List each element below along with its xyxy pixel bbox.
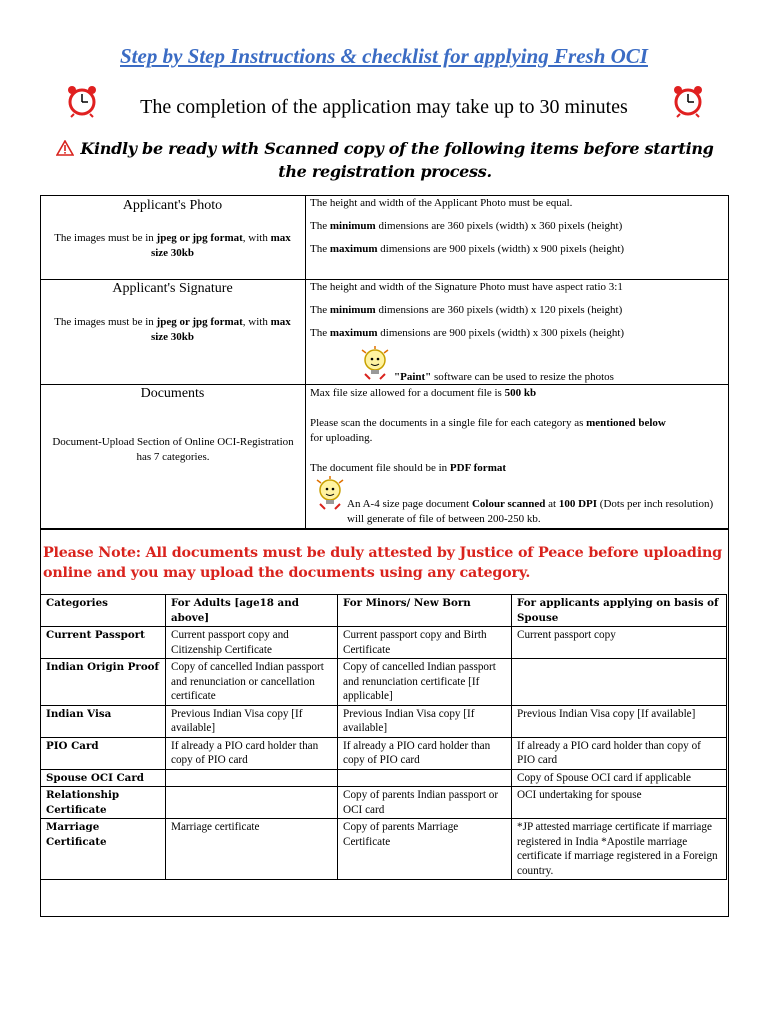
signature-format-desc: The images must be in jpeg or jpg format, with max size 30kb bbox=[54, 316, 291, 343]
table-row bbox=[41, 787, 727, 819]
documents-heading: Documents bbox=[140, 386, 205, 401]
subtitle: The completion of the application may take up to 30 minutes bbox=[140, 96, 628, 118]
signature-heading: Applicant's Signature bbox=[112, 281, 233, 296]
table-cell: Copy of Spouse OCI card if applicable bbox=[512, 769, 727, 787]
table-header: For Adults [age18 and above] bbox=[166, 595, 338, 627]
table-cell: Current passport copy and Birth Certificate bbox=[338, 627, 512, 659]
table-cell bbox=[166, 787, 338, 819]
table-row bbox=[41, 737, 727, 769]
table-row bbox=[41, 819, 727, 880]
table-row bbox=[41, 769, 727, 787]
table-cell: Indian Visa bbox=[41, 705, 166, 737]
table-cell: Marriage certificate bbox=[166, 819, 338, 880]
table-cell: Previous Indian Visa copy [If available] bbox=[338, 705, 512, 737]
categories-table bbox=[40, 594, 727, 880]
table-header: For applicants applying on basis of Spouse bbox=[512, 595, 727, 627]
table-cell bbox=[338, 769, 512, 787]
photo-heading: Applicant's Photo bbox=[122, 198, 223, 213]
photo-format-desc: The images must be in jpeg or jpg format, with max size 30kb bbox=[54, 232, 291, 259]
warning-text bbox=[40, 137, 730, 183]
table-cell: *JP attested marriage certificate if marriage registered in India *Apostile marriage certificate if marriage registered in a Foreign country. bbox=[512, 819, 727, 880]
table-cell: Copy of cancelled Indian passport and renunciation certificate [If applicable] bbox=[338, 659, 512, 706]
table-cell: PIO Card bbox=[41, 737, 166, 769]
table-cell: Current passport copy bbox=[512, 627, 727, 659]
documents-rule-1: Max file size allowed for a document file is 500 kb bbox=[310, 387, 537, 399]
documents-rule-2: Please scan the documents in a single file for each category as mentioned below for uploading. bbox=[310, 417, 666, 444]
signature-rule-2: The minimum dimensions are 360 pixels (width) x 120 pixels (height) bbox=[310, 304, 623, 316]
table-cell: If already a PIO card holder than copy of PIO card bbox=[166, 737, 338, 769]
table-row bbox=[41, 627, 727, 659]
alarm-clock-icon bbox=[672, 84, 704, 118]
table-cell: Copy of cancelled Indian passport and renunciation or cancellation certificate bbox=[166, 659, 338, 706]
photo-rule-3: The maximum dimensions are 900 pixels (width) x 900 pixels (height) bbox=[310, 243, 625, 255]
table-cell: Copy of parents Indian passport or OCI card bbox=[338, 787, 512, 819]
table-header: Categories bbox=[41, 595, 166, 627]
table-cell bbox=[512, 659, 727, 706]
warning-message: Kindly be ready with Scanned copy of the following items before starting the registration process. bbox=[80, 139, 714, 181]
table-cell: Spouse OCI Card bbox=[41, 769, 166, 787]
page-title: Step by Step Instructions & checklist for applying Fresh OCI bbox=[120, 44, 648, 68]
documents-tip: An A-4 size page document Colour scanned at 100 DPI (Dots per inch resolution) will generate of file of between 200-250 kb. bbox=[347, 498, 714, 525]
table-cell: Previous Indian Visa copy [If available] bbox=[166, 705, 338, 737]
table-header-row bbox=[41, 595, 727, 627]
warning-triangle-icon bbox=[56, 140, 74, 156]
table-cell: Previous Indian Visa copy [If available] bbox=[512, 705, 727, 737]
table-cell: Copy of parents Marriage Certificate bbox=[338, 819, 512, 880]
table-row bbox=[41, 705, 727, 737]
photo-rule-2: The minimum dimensions are 360 pixels (width) x 360 pixels (height) bbox=[310, 220, 623, 232]
table-cell: Current Passport bbox=[41, 627, 166, 659]
lightbulb-tip-icon bbox=[315, 476, 345, 512]
table-cell: OCI undertaking for spouse bbox=[512, 787, 727, 819]
table-cell: Current passport copy and Citizenship Certificate bbox=[166, 627, 338, 659]
table-cell: Relationship Certificate bbox=[41, 787, 166, 819]
signature-tip: "Paint" software can be used to resize the photos bbox=[394, 371, 614, 383]
table-row bbox=[41, 659, 727, 706]
table-cell: If already a PIO card holder than copy of PIO card bbox=[338, 737, 512, 769]
table-cell: Marriage Certificate bbox=[41, 819, 166, 880]
documents-desc: Document-Upload Section of Online OCI-Registration has 7 categories. bbox=[52, 436, 294, 463]
table-cell bbox=[166, 769, 338, 787]
table-cell: Indian Origin Proof bbox=[41, 659, 166, 706]
signature-rule-3: The maximum dimensions are 900 pixels (width) x 300 pixels (height) bbox=[310, 327, 625, 339]
signature-rule-1: The height and width of the Signature Photo must have aspect ratio 3:1 bbox=[310, 281, 623, 293]
table-cell: If already a PIO card holder than copy of PIO card bbox=[512, 737, 727, 769]
lightbulb-tip-icon bbox=[360, 346, 390, 382]
documents-rule-3: The document file should be in PDF format bbox=[310, 462, 507, 474]
photo-rule-1: The height and width of the Applicant Photo must be equal. bbox=[310, 197, 573, 209]
attestation-note: Please Note: All documents must be duly attested by Justice of Peace before uploading online and you may upload the documents using any category. bbox=[43, 545, 722, 581]
table-header: For Minors/ New Born bbox=[338, 595, 512, 627]
